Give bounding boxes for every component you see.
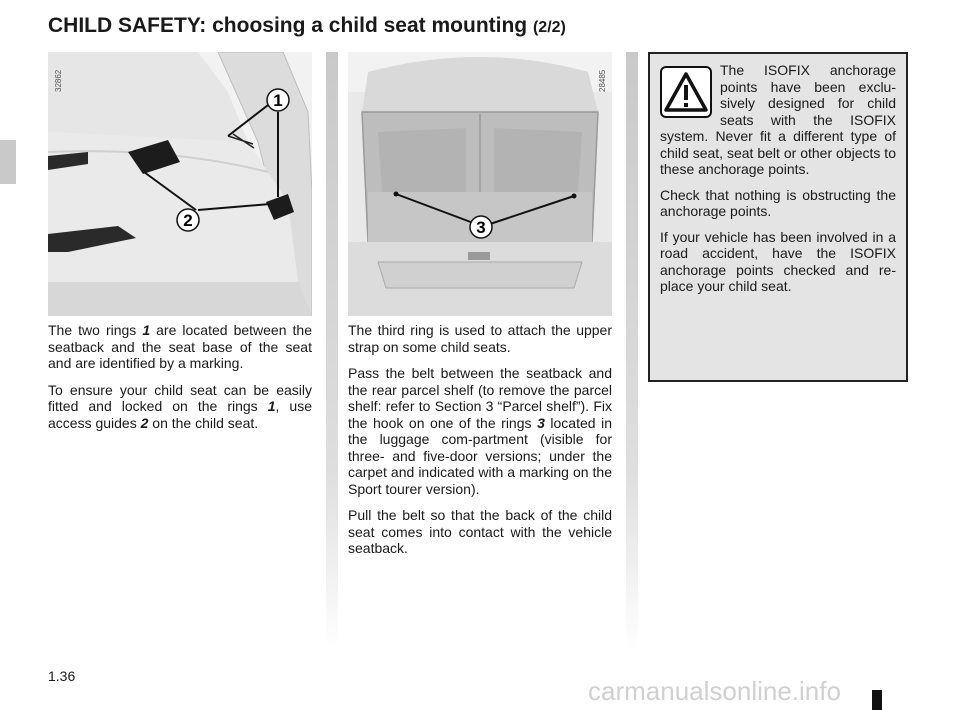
luggage-compartment-figure [348,52,612,316]
page-title-suffix: (2/2) [532,19,566,36]
callout-1-label: 1 [273,91,283,110]
paragraph: To ensure your child seat can be easily fitted and locked on the rings 1, use access guides 2 on the child seat. [48,381,312,431]
middle-column-text [348,322,612,567]
paragraph: Pass the belt between the seatback and the rear parcel shelf (to remove the parcel shelf: refer to Section 3 “Parcel shelf”). Fix the hook on one of the rings 3 located in the luggage com-partment (visible for three- and five-door versions; under the carpet and indicated with a marking on the Sport tourer version). [348,365,612,497]
warning-paragraph: Check that nothing is obstructing the anchorage points. [660,186,896,219]
callout-2-label: 2 [183,211,193,230]
luggage-compartment-illustration [348,52,612,316]
watermark: carmanualsonline.info [588,676,841,706]
figure-code: 32862 [54,69,63,92]
paragraph: Pull the belt so that the back of the child seat comes into contact with the vehicle seatback. [348,507,612,556]
callout-3-label: 3 [476,218,486,237]
warning-triangle-icon [660,66,712,118]
paragraph: The third ring is used to attach the upper strap on some child seats. [348,322,612,355]
left-column-text [48,322,312,441]
paragraph: The two rings 1 are located between the seatback and the seat base of the seat and are identified by a marking. [48,322,312,371]
column-divider [326,52,338,650]
page-number: 1.36 [48,668,76,684]
warning-paragraph: The ISOFIX anchorage points have been exclu-sively designed for child seats with the ISOFIX system. Never fit a different type of child seat, seat belt or other objects to these anchorage points. [660,62,896,177]
page-corner-mark [872,690,882,710]
column-divider [626,52,638,650]
warning-paragraph: If your vehicle has been involved in a road accident, have the ISOFIX anchorage points checked and re-place your child seat. [660,228,896,294]
rear-seat-illustration [48,52,312,316]
section-tab [0,140,16,184]
page-title: CHILD SAFETY: choosing a child seat mounting (2/2) [48,14,566,37]
rear-seat-isofix-figure [48,52,312,316]
figure-code: 28485 [598,69,607,92]
isofix-warning-box [648,52,908,382]
